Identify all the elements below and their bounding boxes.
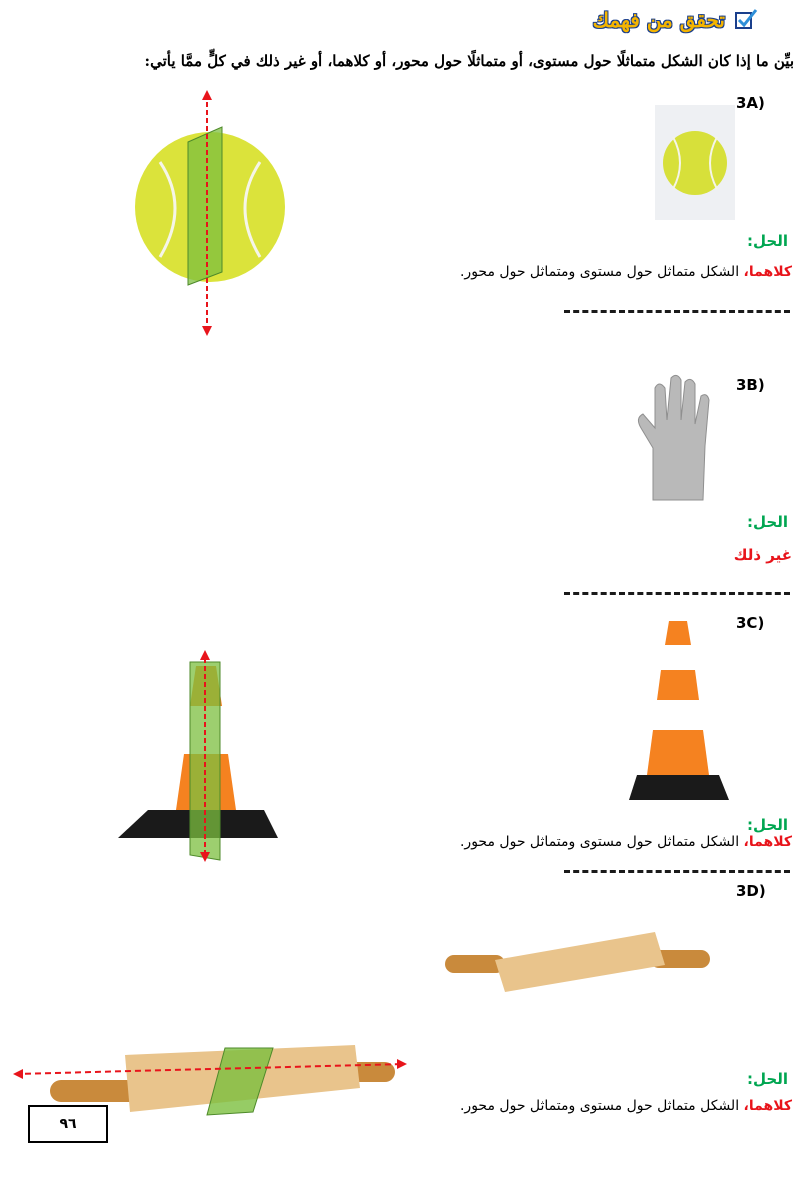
dashed-divider [564, 310, 790, 313]
answer-text-3a: الشكل متماثل حول مستوى ومتماثل حول محور. [459, 264, 744, 280]
problem-label-3a: 3A) [736, 94, 765, 112]
solution-label-3a: الحل: [747, 232, 788, 250]
answer-keyword-3a: كلاهما، [743, 264, 792, 280]
solution-label-3d: الحل: [747, 1070, 788, 1088]
answer-3d [460, 1098, 792, 1114]
rolling-pin-symmetry-figure [5, 1000, 425, 1120]
solution-label-3c: الحل: [747, 816, 788, 834]
rolling-pin-image [435, 920, 720, 1000]
answer-3c [460, 834, 792, 850]
answer-3a [460, 264, 792, 280]
dashed-divider [564, 870, 790, 873]
answer-3b: غير ذلك [733, 546, 792, 564]
page-number: ٩٦ [28, 1105, 108, 1143]
problem-label-3b: 3B) [736, 376, 765, 394]
section-title: تحقق من فهمك [592, 8, 725, 32]
problem-label-3c: 3C) [736, 614, 765, 632]
answer-keyword-3c: كلاهما، [743, 834, 792, 850]
traffic-cone-symmetry-figure [108, 650, 308, 865]
tennis-ball-image [655, 105, 735, 220]
traffic-cone-image [625, 615, 730, 805]
problem-label-3d: 3D) [736, 882, 766, 900]
check-box-icon [734, 8, 758, 30]
tennis-ball-symmetry-figure [130, 82, 300, 342]
glove-image [625, 370, 730, 505]
dashed-divider [564, 592, 790, 595]
solution-label-3b: الحل: [747, 513, 788, 531]
answer-keyword-3d: كلاهما، [743, 1098, 792, 1114]
answer-text-3d: الشكل متماثل حول مستوى ومتماثل حول محور. [459, 1098, 744, 1114]
answer-text-3c: الشكل متماثل حول مستوى ومتماثل حول محور. [459, 834, 744, 850]
instruction-text: بيِّن ما إذا كان الشكل متماثلًا حول مستوى، أو متماثلًا حول محور، أو كلاهما، أو غير ذلك في كلٍّ ممَّا يأتي: [144, 52, 794, 70]
